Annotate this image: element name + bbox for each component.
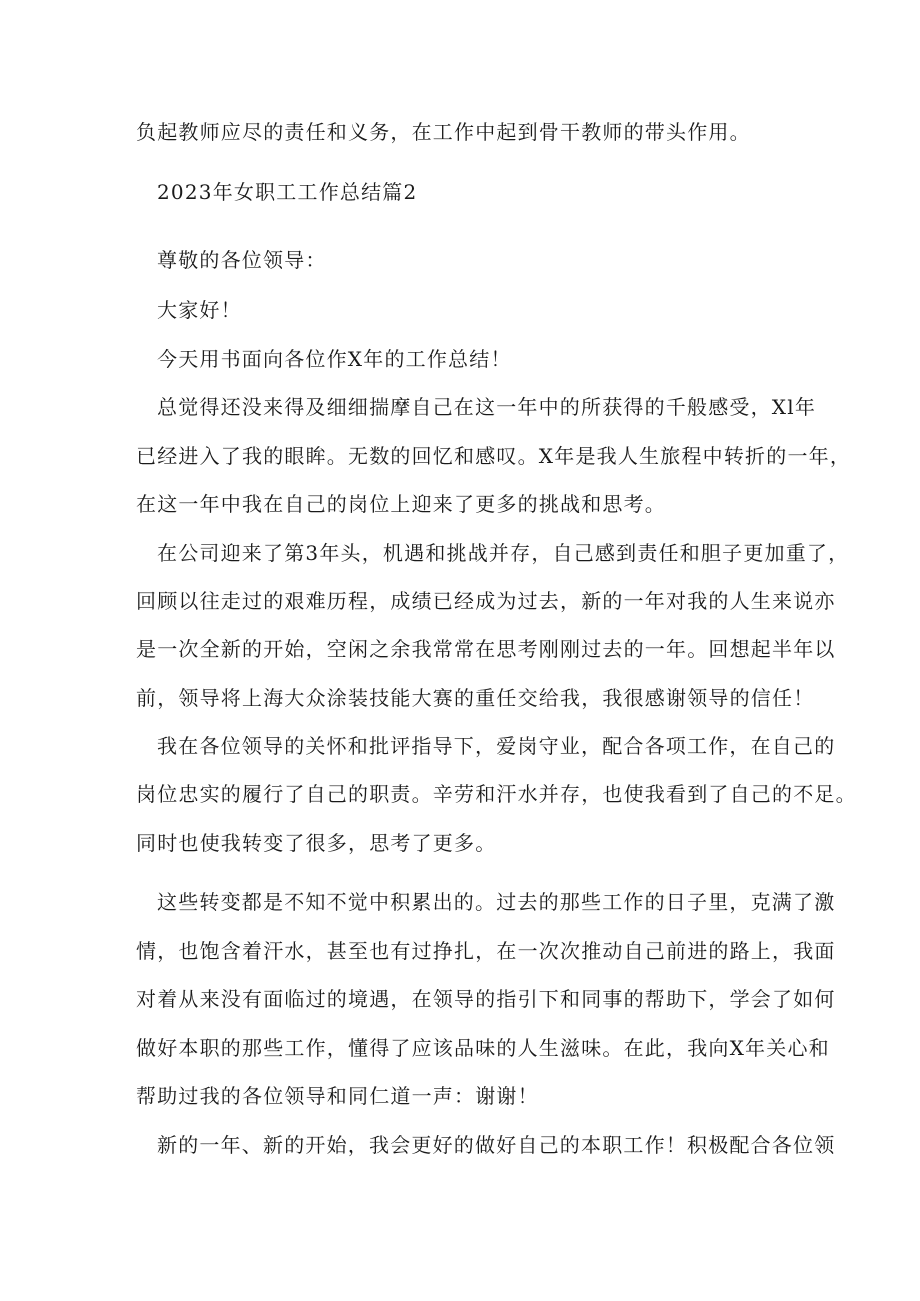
greeting: 大家好！ (157, 298, 242, 322)
text-line: 对着从来没有面临过的境遇，在领导的指引下和同事的帮助下，学会了如何 (136, 987, 836, 1011)
section-heading: 2023年女职工工作总结篇2 (157, 180, 418, 204)
text-line: 我在各位领导的关怀和批评指导下，爱岗守业，配合各项工作，在自己的 (157, 734, 836, 758)
text-line: 今天用书面向各位作X年的工作总结！ (157, 347, 512, 371)
text-line: 负起教师应尽的责任和义务，在工作中起到骨干教师的带头作用。 (136, 120, 751, 144)
text-line: 已经进入了我的眼眸。无数的回忆和感叹。X年是我人生旅程中转折的一年， (136, 444, 852, 468)
text-line: 这些转变都是不知不觉中积累出的。过去的那些工作的日子里，克满了激 (157, 890, 836, 914)
text-line: 在公司迎来了第3年头，机遇和挑战并存，自己感到责任和胆子更加重了， (157, 541, 850, 565)
text-line: 帮助过我的各位领导和同仁道一声：谢谢！ (136, 1084, 539, 1108)
text-line: 回顾以往走过的艰难历程，成绩已经成为过去，新的一年对我的人生来说亦 (136, 589, 836, 613)
text-line: 做好本职的那些工作，懂得了应该品味的人生滋味。在此，我向X年关心和 (136, 1036, 830, 1060)
text-line: 总觉得还没来得及细细揣摩自己在这一年中的所获得的千般感受，Xl年 (157, 395, 817, 419)
text-line: 同时也使我转变了很多，思考了更多。 (136, 831, 497, 855)
text-line: 岗位忠实的履行了自己的职责。辛劳和汗水并存，也使我看到了自己的不足。 (136, 782, 857, 806)
salutation: 尊敬的各位领导： (157, 248, 327, 272)
text-line: 是一次全新的开始，空闲之余我常常在思考刚刚过去的一年。回想起半年以 (136, 637, 836, 661)
text-line: 在这一年中我在自己的岗位上迎来了更多的挑战和思考。 (136, 492, 666, 516)
text-line: 情，也饱含着汗水，甚至也有过挣扎，在一次次推动自己前进的路上，我面 (136, 939, 836, 963)
text-line: 前，领导将上海大众涂装技能大赛的重任交给我，我很感谢领导的信任！ (136, 686, 815, 710)
text-line: 新的一年、新的开始，我会更好的做好自己的本职工作！积极配合各位领 (157, 1133, 836, 1157)
